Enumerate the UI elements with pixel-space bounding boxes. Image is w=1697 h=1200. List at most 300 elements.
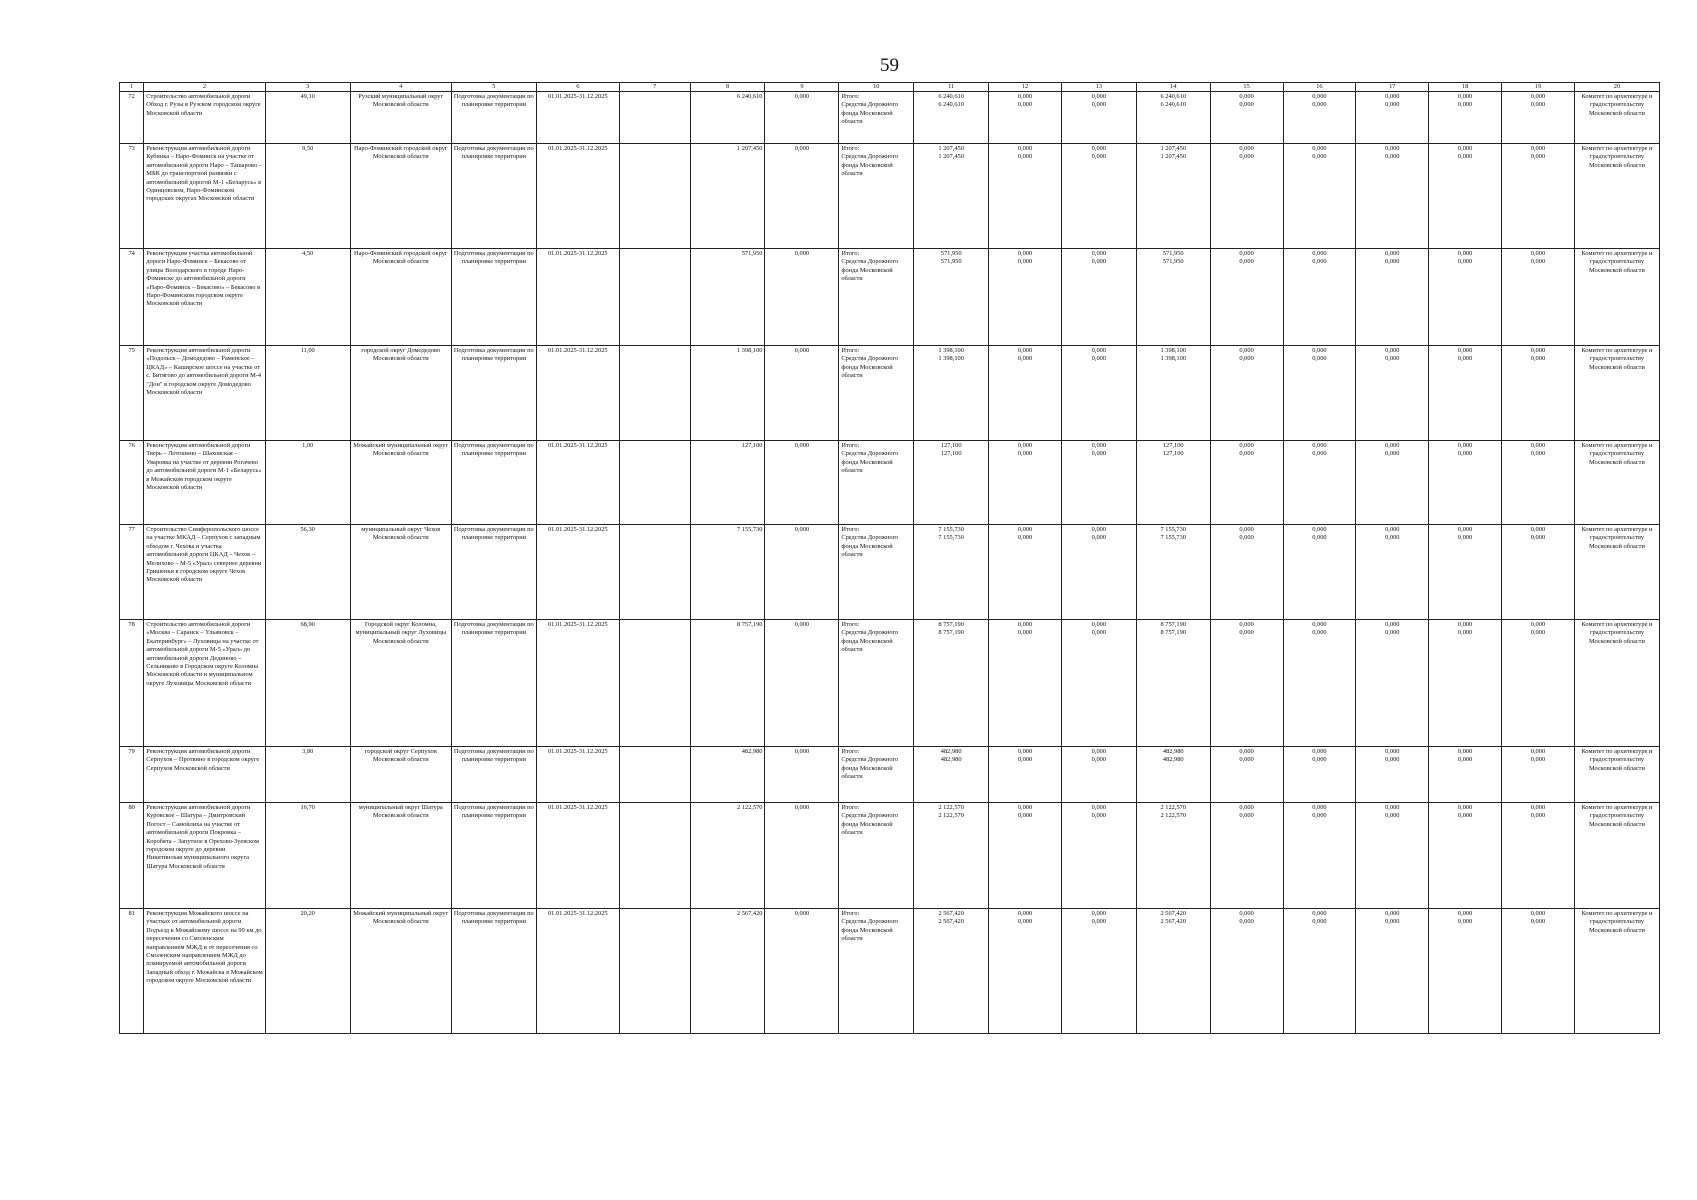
- funding-total-label: Итого:: [841, 804, 860, 811]
- executor: Комитет по архитектуре и градостроительству Московской области: [1574, 909, 1659, 1034]
- amount-c14-total: 482,980: [1162, 748, 1184, 755]
- executor: Комитет по архитектуре и градостроительству Московской области: [1574, 249, 1659, 346]
- amount-c17: [1356, 441, 1429, 525]
- amount-c17-fund: 0,000: [1385, 812, 1400, 820]
- column-number: 20: [1574, 83, 1659, 92]
- amount-c13-total: 0,000: [1091, 442, 1107, 449]
- executor: Комитет по архитектуре и градостроительству Московской области: [1574, 803, 1659, 909]
- amount-c19-total: 0,000: [1530, 526, 1546, 533]
- length-km: 3,80: [265, 747, 350, 803]
- amount-c12-fund: 0,000: [1017, 355, 1033, 363]
- amount-c19: [1502, 620, 1575, 747]
- period: 01.01.2025-31.12.2025: [536, 249, 619, 346]
- amount-c16: [1283, 525, 1356, 620]
- funding-fund-label: Средства Дорожного фонда Московской области: [841, 450, 899, 475]
- col7: [619, 346, 690, 441]
- amount-c12: [989, 346, 1062, 441]
- column-number: 19: [1502, 83, 1575, 92]
- row-number: 72: [120, 92, 144, 144]
- object-name: Строительство автомобильной дороги «Москва – Саранск – Ульяновск – Екатеринбург» – Луховицы на участке от автомобильной дороги М-5 «Урал» до автомобильной дороги Дединово – Сельниково в Городском округе Коломна Московской области и муниципальном округе Луховицы Московской области: [144, 620, 265, 747]
- amount-c16: [1283, 747, 1356, 803]
- amount-c16-total: 0,000: [1312, 347, 1327, 354]
- amount-c17-total: 0,000: [1385, 145, 1400, 152]
- work-stage: Подготовка документации по планировке территории: [451, 249, 536, 346]
- amount-c15-total: 0,000: [1239, 804, 1254, 811]
- funding-fund-label: Средства Дорожного фонда Московской области: [841, 101, 899, 126]
- col7: [619, 249, 690, 346]
- total-cost: 482,980: [690, 747, 765, 803]
- amount-c16-fund: 0,000: [1312, 534, 1327, 542]
- amount-c18: [1429, 249, 1502, 346]
- object-name: Реконструкция автомобильной дороги Тверь – Лотошино – Шаховская – Уваровка на участке от деревни Рогачево до автомобильной дороги М-1 «Беларусь» в Можайском городском округе Московской области: [144, 441, 265, 525]
- amount-c14-fund: 8 757,190: [1160, 629, 1187, 637]
- amount-c11: [914, 441, 989, 525]
- amount-c15-total: 0,000: [1239, 526, 1254, 533]
- total-cost: 2 122,570: [690, 803, 765, 909]
- work-stage: Подготовка документации по планировке территории: [451, 803, 536, 909]
- amount-c14-total: 127,100: [1162, 442, 1184, 449]
- amount-c16-total: 0,000: [1312, 621, 1327, 628]
- length-km: 16,70: [265, 803, 350, 909]
- col7: [619, 909, 690, 1034]
- funding-fund-label: Средства Дорожного фонда Московской области: [841, 918, 899, 943]
- object-name: Реконструкция автомобильной дороги Кубинка – Наро-Фоминск на участке от автомобильной дороги Наро – Ташарово – МБК до транспортной развязки с автомобильной дорогой М-1 «Беларусь» в Одинцовском, Наро-Фоминском городских округах Московской области: [144, 144, 265, 249]
- length-km: 9,50: [265, 144, 350, 249]
- amount-c13-total: 0,000: [1091, 748, 1107, 755]
- period: 01.01.2025-31.12.2025: [536, 909, 619, 1034]
- amount-c12: [989, 803, 1062, 909]
- amount-c18-fund: 0,000: [1457, 450, 1473, 458]
- column-number: 5: [451, 83, 536, 92]
- amount-c12-fund: 0,000: [1017, 153, 1033, 161]
- amount-c14-fund: 1 398,100: [1160, 355, 1187, 363]
- amount-c13: [1061, 92, 1136, 144]
- amount-c18-total: 0,000: [1457, 804, 1473, 811]
- amount-c11-fund: 482,980: [940, 756, 962, 764]
- amount-c11-total: 1 398,100: [938, 347, 964, 354]
- amount-c16-total: 0,000: [1312, 442, 1327, 449]
- amount-c12: [989, 249, 1062, 346]
- amount-c14-fund: 2 122,570: [1160, 812, 1187, 820]
- amount-c11-fund: 1 207,450: [938, 153, 964, 161]
- amount-c12-total: 0,000: [1017, 910, 1033, 917]
- amount-c13-total: 0,000: [1091, 910, 1107, 917]
- amount-c18-fund: 0,000: [1457, 629, 1473, 637]
- amount-c14-fund: 571,950: [1162, 258, 1184, 266]
- amount-c11-total: 482,980: [940, 748, 962, 755]
- amount-c14: [1136, 441, 1210, 525]
- amount-c19-fund: 0,000: [1530, 918, 1546, 926]
- amount-c18: [1429, 909, 1502, 1034]
- funding-total-label: Итого:: [841, 621, 860, 628]
- amount-c16: [1283, 803, 1356, 909]
- amount-c11: [914, 803, 989, 909]
- col9-value: 0,000: [765, 249, 839, 346]
- amount-c17: [1356, 144, 1429, 249]
- amount-c11-fund: 1 398,100: [938, 355, 964, 363]
- row-number: 76: [120, 441, 144, 525]
- amount-c17-fund: 0,000: [1385, 756, 1400, 764]
- col9-value: 0,000: [765, 92, 839, 144]
- municipality: Наро-Фоминский городской округ Московской области: [350, 249, 451, 346]
- amount-c13: [1061, 144, 1136, 249]
- amount-c19-total: 0,000: [1530, 250, 1546, 257]
- executor: Комитет по архитектуре и градостроительству Московской области: [1574, 525, 1659, 620]
- amount-c14-fund: 482,980: [1162, 756, 1184, 764]
- column-number: 6: [536, 83, 619, 92]
- amount-c15: [1210, 249, 1283, 346]
- work-stage: Подготовка документации по планировке территории: [451, 620, 536, 747]
- period: 01.01.2025-31.12.2025: [536, 346, 619, 441]
- amount-c14-fund: 7 155,730: [1160, 534, 1187, 542]
- column-number: 14: [1136, 83, 1210, 92]
- amount-c17: [1356, 909, 1429, 1034]
- amount-c13-fund: 0,000: [1091, 450, 1107, 458]
- funding-total-label: Итого:: [841, 145, 860, 152]
- amount-c15: [1210, 144, 1283, 249]
- amount-c13: [1061, 249, 1136, 346]
- amount-c14-total: 1 398,100: [1160, 347, 1187, 354]
- municipality: Можайский муниципальный округ Московской области: [350, 909, 451, 1034]
- amount-c15-total: 0,000: [1239, 347, 1254, 354]
- amount-c16-fund: 0,000: [1312, 756, 1327, 764]
- work-stage: Подготовка документации по планировке территории: [451, 92, 536, 144]
- length-km: 56,30: [265, 525, 350, 620]
- table-row: [120, 92, 1660, 144]
- amount-c18-fund: 0,000: [1457, 918, 1473, 926]
- amount-c19-total: 0,000: [1530, 804, 1546, 811]
- amount-c12-fund: 0,000: [1017, 101, 1033, 109]
- amount-c19-fund: 0,000: [1530, 258, 1546, 266]
- amount-c13: [1061, 909, 1136, 1034]
- col7: [619, 620, 690, 747]
- executor: Комитет по архитектуре и градостроительству Московской области: [1574, 346, 1659, 441]
- amount-c19: [1502, 525, 1575, 620]
- amount-c19: [1502, 803, 1575, 909]
- amount-c12-fund: 0,000: [1017, 258, 1033, 266]
- amount-c16: [1283, 346, 1356, 441]
- amount-c14: [1136, 909, 1210, 1034]
- amount-c12-total: 0,000: [1017, 526, 1033, 533]
- row-number: 80: [120, 803, 144, 909]
- amount-c11-total: 2 567,420: [938, 910, 964, 917]
- length-km: 49,10: [265, 92, 350, 144]
- amount-c18-total: 0,000: [1457, 526, 1473, 533]
- amount-c14-total: 1 207,450: [1160, 145, 1187, 152]
- amount-c11-total: 8 757,190: [938, 621, 964, 628]
- amount-c17-total: 0,000: [1385, 621, 1400, 628]
- amount-c16-fund: 0,000: [1312, 450, 1327, 458]
- amount-c13-total: 0,000: [1091, 526, 1107, 533]
- work-stage: Подготовка документации по планировке территории: [451, 525, 536, 620]
- amount-c19-fund: 0,000: [1530, 101, 1546, 109]
- amount-c18-fund: 0,000: [1457, 756, 1473, 764]
- funding-total-label: Итого:: [841, 910, 860, 917]
- object-name: Реконструкция автомобильной дороги Серпухов – Протвино в городском округе Серпухов Московской области: [144, 747, 265, 803]
- amount-c15-fund: 0,000: [1239, 258, 1254, 266]
- object-name: Реконструкция автомобильной дороги Куровское – Шатура – Дмитровский Погост – Самойлиха на участке от автомобильной дороги Покровка – Коробята – Запутное в Орехово-Зуевском городском округе до деревни Никитинская муниципального округа Шатура Московской области: [144, 803, 265, 909]
- row-number: 73: [120, 144, 144, 249]
- work-stage: Подготовка документации по планировке территории: [451, 441, 536, 525]
- amount-c13-fund: 0,000: [1091, 101, 1107, 109]
- amount-c14-fund: 127,100: [1162, 450, 1184, 458]
- amount-c17: [1356, 803, 1429, 909]
- page-number: 59: [880, 55, 899, 76]
- amount-c16-total: 0,000: [1312, 250, 1327, 257]
- column-number: 9: [765, 83, 839, 92]
- municipality: городской округ Домодедово Московской области: [350, 346, 451, 441]
- amount-c19-fund: 0,000: [1530, 153, 1546, 161]
- amount-c17-fund: 0,000: [1385, 534, 1400, 542]
- amount-c11: [914, 525, 989, 620]
- row-number: 81: [120, 909, 144, 1034]
- amount-c15-fund: 0,000: [1239, 812, 1254, 820]
- total-cost: 6 240,610: [690, 92, 765, 144]
- table-row: [120, 620, 1660, 747]
- amount-c14-fund: 1 207,450: [1160, 153, 1187, 161]
- amount-c18-fund: 0,000: [1457, 812, 1473, 820]
- column-number: 16: [1283, 83, 1356, 92]
- amount-c15-fund: 0,000: [1239, 918, 1254, 926]
- amount-c11: [914, 92, 989, 144]
- funding-source: [839, 747, 914, 803]
- amount-c11-fund: 8 757,190: [938, 629, 964, 637]
- amount-c14: [1136, 525, 1210, 620]
- funding-total-label: Итого:: [841, 93, 860, 100]
- amount-c18-total: 0,000: [1457, 347, 1473, 354]
- period: 01.01.2025-31.12.2025: [536, 441, 619, 525]
- amount-c12: [989, 92, 1062, 144]
- amount-c14: [1136, 803, 1210, 909]
- amount-c14-total: 8 757,190: [1160, 621, 1187, 628]
- table-row: [120, 346, 1660, 441]
- column-number: 10: [839, 83, 914, 92]
- amount-c11-total: 571,950: [940, 250, 962, 257]
- amount-c14-total: 2 567,420: [1160, 910, 1187, 917]
- amount-c11-total: 1 207,450: [938, 145, 964, 152]
- amount-c17-fund: 0,000: [1385, 153, 1400, 161]
- total-cost: 1 207,450: [690, 144, 765, 249]
- amount-c17-total: 0,000: [1385, 442, 1400, 449]
- amount-c11-total: 127,100: [940, 442, 962, 449]
- amount-c16-fund: 0,000: [1312, 629, 1327, 637]
- row-number: 77: [120, 525, 144, 620]
- amount-c18-total: 0,000: [1457, 910, 1473, 917]
- amount-c17-total: 0,000: [1385, 910, 1400, 917]
- amount-c19-total: 0,000: [1530, 910, 1546, 917]
- amount-c13-fund: 0,000: [1091, 918, 1107, 926]
- amount-c12: [989, 525, 1062, 620]
- amount-c16-total: 0,000: [1312, 145, 1327, 152]
- amount-c15: [1210, 92, 1283, 144]
- funding-fund-label: Средства Дорожного фонда Московской области: [841, 258, 899, 283]
- amount-c12-fund: 0,000: [1017, 756, 1033, 764]
- amount-c19: [1502, 92, 1575, 144]
- amount-c19: [1502, 249, 1575, 346]
- municipality: Городской округ Коломна, муниципальный округ Луховицы Московской области: [350, 620, 451, 747]
- municipality: Наро-Фоминский городской округ Московской области: [350, 144, 451, 249]
- amount-c14: [1136, 620, 1210, 747]
- object-name: Строительство автомобильной дороги Обход г. Рузы в Рузском городском округе Московской области: [144, 92, 265, 144]
- funding-fund-label: Средства Дорожного фонда Московской области: [841, 355, 899, 380]
- object-name: Реконструкция участка автомобильной дороги Наро-Фоминск – Бекасово от улицы Володарского в городе Наро-Фоминске до автомобильной дороги «Наро-Фоминск – Бекасово» – Бекасово в Наро-Фоминском городском округе Московской области: [144, 249, 265, 346]
- amount-c14-fund: 6 240,610: [1160, 101, 1187, 109]
- amount-c18-fund: 0,000: [1457, 101, 1473, 109]
- amount-c15-total: 0,000: [1239, 748, 1254, 755]
- amount-c13-fund: 0,000: [1091, 629, 1107, 637]
- municipality: муниципальный округ Чехов Московской области: [350, 525, 451, 620]
- amount-c18-total: 0,000: [1457, 621, 1473, 628]
- length-km: 1,00: [265, 441, 350, 525]
- length-km: 11,00: [265, 346, 350, 441]
- amount-c18: [1429, 525, 1502, 620]
- col7: [619, 803, 690, 909]
- amount-c13-fund: 0,000: [1091, 812, 1107, 820]
- amount-c11: [914, 909, 989, 1034]
- column-number-row: [120, 83, 1660, 92]
- amount-c18-fund: 0,000: [1457, 534, 1473, 542]
- row-number: 78: [120, 620, 144, 747]
- amount-c16: [1283, 620, 1356, 747]
- amount-c16: [1283, 92, 1356, 144]
- executor: Комитет по архитектуре и градостроительству Московской области: [1574, 92, 1659, 144]
- object-name: Строительство Симферопольского шоссе на участке МКАД – Серпухов с западным обходом г. Чехова и участка автомобильной дороги ЦКАД – Чехов – Мелихово – М-5 «Урал» севернее деревни Гришенки в городском округе Чехов Московской области: [144, 525, 265, 620]
- funding-source: [839, 441, 914, 525]
- col7: [619, 525, 690, 620]
- amount-c14-total: 2 122,570: [1160, 804, 1187, 811]
- amount-c17-fund: 0,000: [1385, 918, 1400, 926]
- amount-c15-fund: 0,000: [1239, 153, 1254, 161]
- amount-c15-fund: 0,000: [1239, 450, 1254, 458]
- amount-c18: [1429, 92, 1502, 144]
- amount-c13-fund: 0,000: [1091, 258, 1107, 266]
- column-number: 8: [690, 83, 765, 92]
- amount-c15: [1210, 620, 1283, 747]
- table-row: [120, 144, 1660, 249]
- column-number: 4: [350, 83, 451, 92]
- executor: Комитет по архитектуре и градостроительству Московской области: [1574, 620, 1659, 747]
- amount-c11-total: 2 122,570: [938, 804, 964, 811]
- amount-c17-total: 0,000: [1385, 526, 1400, 533]
- amount-c18: [1429, 803, 1502, 909]
- amount-c16-fund: 0,000: [1312, 258, 1327, 266]
- amount-c12-total: 0,000: [1017, 442, 1033, 449]
- amount-c18: [1429, 620, 1502, 747]
- amount-c19: [1502, 747, 1575, 803]
- col9-value: 0,000: [765, 909, 839, 1034]
- amount-c13-total: 0,000: [1091, 145, 1107, 152]
- amount-c12-total: 0,000: [1017, 621, 1033, 628]
- amount-c13-total: 0,000: [1091, 621, 1107, 628]
- amount-c14: [1136, 92, 1210, 144]
- amount-c19-total: 0,000: [1530, 145, 1546, 152]
- amount-c17-total: 0,000: [1385, 347, 1400, 354]
- amount-c19-total: 0,000: [1530, 347, 1546, 354]
- funding-source: [839, 525, 914, 620]
- amount-c16-total: 0,000: [1312, 910, 1327, 917]
- amount-c13: [1061, 525, 1136, 620]
- funding-total-label: Итого:: [841, 442, 860, 449]
- amount-c19-total: 0,000: [1530, 621, 1546, 628]
- amount-c18: [1429, 747, 1502, 803]
- table-row: [120, 249, 1660, 346]
- period: 01.01.2025-31.12.2025: [536, 144, 619, 249]
- amount-c19-fund: 0,000: [1530, 756, 1546, 764]
- amount-c18: [1429, 346, 1502, 441]
- amount-c15: [1210, 346, 1283, 441]
- amount-c18-total: 0,000: [1457, 748, 1473, 755]
- column-number: 2: [144, 83, 265, 92]
- amount-c18-fund: 0,000: [1457, 153, 1473, 161]
- amount-c11-fund: 6 240,610: [938, 101, 964, 109]
- amount-c19-fund: 0,000: [1530, 355, 1546, 363]
- amount-c14-total: 571,950: [1162, 250, 1184, 257]
- period: 01.01.2025-31.12.2025: [536, 620, 619, 747]
- total-cost: 127,100: [690, 441, 765, 525]
- amount-c16-total: 0,000: [1312, 748, 1327, 755]
- funding-total-label: Итого:: [841, 250, 860, 257]
- amount-c19-fund: 0,000: [1530, 450, 1546, 458]
- amount-c15: [1210, 803, 1283, 909]
- work-stage: Подготовка документации по планировке территории: [451, 909, 536, 1034]
- amount-c19: [1502, 441, 1575, 525]
- funding-total-label: Итого:: [841, 347, 860, 354]
- column-number: 11: [914, 83, 989, 92]
- amount-c16: [1283, 249, 1356, 346]
- amount-c13-fund: 0,000: [1091, 534, 1107, 542]
- amount-c17: [1356, 620, 1429, 747]
- amount-c17-fund: 0,000: [1385, 258, 1400, 266]
- amount-c16: [1283, 909, 1356, 1034]
- amount-c15: [1210, 747, 1283, 803]
- amount-c13: [1061, 346, 1136, 441]
- amount-c18: [1429, 144, 1502, 249]
- amount-c11: [914, 747, 989, 803]
- work-stage: Подготовка документации по планировке территории: [451, 144, 536, 249]
- object-name: Реконструкция Можайского шоссе на участках от автомобильной дороги Подъезд к Можайскому шоссе на 99 км до пересечения со Смоленским направлением МЖД и от пересечения со Смоленским направлением МЖД до планируемой автомобильной дороги Западный обход г. Можайска в Можайском городском округе Московской области: [144, 909, 265, 1034]
- amount-c11-fund: 571,950: [940, 258, 962, 266]
- amount-c12-total: 0,000: [1017, 347, 1033, 354]
- amount-c13: [1061, 803, 1136, 909]
- amount-c12-fund: 0,000: [1017, 918, 1033, 926]
- amount-c12-total: 0,000: [1017, 250, 1033, 257]
- amount-c19: [1502, 144, 1575, 249]
- amount-c19: [1502, 346, 1575, 441]
- amount-c12-fund: 0,000: [1017, 450, 1033, 458]
- amount-c15: [1210, 909, 1283, 1034]
- amount-c15-fund: 0,000: [1239, 756, 1254, 764]
- funding-source: [839, 144, 914, 249]
- amount-c14: [1136, 144, 1210, 249]
- amount-c16-fund: 0,000: [1312, 918, 1327, 926]
- amount-c11-fund: 2 567,420: [938, 918, 964, 926]
- col9-value: 0,000: [765, 747, 839, 803]
- col7: [619, 144, 690, 249]
- amount-c15: [1210, 525, 1283, 620]
- column-number: 1: [120, 83, 144, 92]
- amount-c18-total: 0,000: [1457, 93, 1473, 100]
- amount-c12-total: 0,000: [1017, 804, 1033, 811]
- table-row: [120, 803, 1660, 909]
- object-name: Реконструкция автомобильной дороги «Подольск – Домодедово – Раменское – ЦКАД» – Каширское шоссе на участке от с. Битягово до автомобильной дороги М-4 "Дон" в городском округе Домодедово Московской области: [144, 346, 265, 441]
- period: 01.01.2025-31.12.2025: [536, 525, 619, 620]
- municipality: муниципальный округ Шатура Московской области: [350, 803, 451, 909]
- col7: [619, 747, 690, 803]
- column-number: 13: [1061, 83, 1136, 92]
- amount-c11: [914, 620, 989, 747]
- amount-c11: [914, 249, 989, 346]
- funding-source: [839, 346, 914, 441]
